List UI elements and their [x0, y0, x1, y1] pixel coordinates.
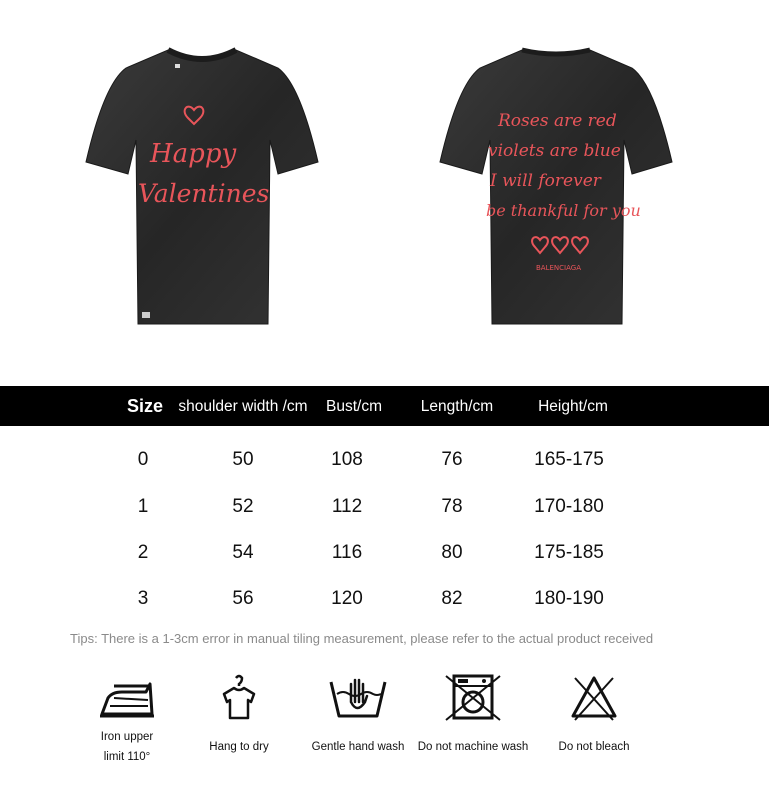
- cell-height: 170-180: [534, 496, 604, 517]
- care-label-line: limit 110°: [103, 751, 151, 763]
- size-table-header: [0, 386, 769, 426]
- header-bust: Bust/cm: [326, 397, 382, 415]
- cell-bust: 116: [331, 542, 363, 563]
- tshirt-back-graphic: [436, 44, 676, 329]
- hand-wash-icon: [327, 672, 389, 722]
- cell-length: 82: [441, 588, 463, 609]
- cell-size: 0: [137, 449, 149, 470]
- cell-height: 165-175: [534, 449, 604, 470]
- hang-dry-icon: [208, 672, 270, 722]
- back-print-line-4: be thankful for you: [486, 201, 641, 220]
- cell-shoulder: 50: [232, 449, 254, 470]
- cell-size: 2: [137, 542, 149, 563]
- measurement-tips: Tips: There is a 1-3cm error in manual tiling measurement, please refer to the actual product received: [70, 631, 654, 646]
- care-item-hand-wash: [293, 672, 423, 772]
- care-label-line: Iron upper: [100, 731, 154, 743]
- back-print-line-3: I will forever: [490, 171, 601, 191]
- iron-icon: [96, 672, 158, 722]
- header-length: Length/cm: [420, 397, 494, 415]
- care-label-line: Hang to dry: [209, 741, 269, 753]
- cell-bust: 112: [331, 496, 363, 517]
- cell-height: 175-185: [534, 542, 604, 563]
- table-row: [0, 449, 769, 479]
- table-row: [0, 542, 769, 572]
- table-row: [0, 588, 769, 618]
- care-label-line: Gentle hand wash: [311, 741, 405, 753]
- cell-length: 78: [441, 496, 463, 517]
- front-print-line-1: Happy: [150, 139, 237, 169]
- tshirt-back-image: [436, 44, 676, 329]
- back-print-line-1: Roses are red: [498, 111, 617, 131]
- cell-length: 80: [441, 542, 463, 563]
- tshirt-front-image: [82, 44, 322, 329]
- cell-size: 3: [137, 588, 149, 609]
- cell-shoulder: 52: [232, 496, 254, 517]
- care-label-line: Do not machine wash: [417, 741, 529, 753]
- cell-shoulder: 54: [232, 542, 254, 563]
- tshirt-front-graphic: [82, 44, 322, 329]
- cell-bust: 108: [331, 449, 363, 470]
- header-shoulder-width: shoulder width /cm: [178, 397, 308, 415]
- back-signature: BALENCIAGA: [536, 264, 581, 272]
- cell-length: 76: [441, 449, 463, 470]
- front-print-line-2: Valentines: [138, 179, 270, 208]
- care-item-no-machine-wash: [408, 672, 538, 772]
- care-label-line: Do not bleach: [558, 741, 630, 753]
- cell-height: 180-190: [534, 588, 604, 609]
- back-print-line-2: violets are blue: [488, 141, 621, 161]
- cell-size: 1: [137, 496, 149, 517]
- no-bleach-icon: [563, 672, 625, 722]
- cell-shoulder: 56: [232, 588, 254, 609]
- care-item-hang-dry: [174, 672, 304, 772]
- care-item-iron: [62, 672, 192, 772]
- care-item-no-bleach: [529, 672, 659, 772]
- table-row: [0, 496, 769, 526]
- header-size: Size: [126, 395, 164, 416]
- header-height: Height/cm: [538, 397, 608, 415]
- cell-bust: 120: [331, 588, 363, 609]
- no-machine-wash-icon: [442, 672, 504, 722]
